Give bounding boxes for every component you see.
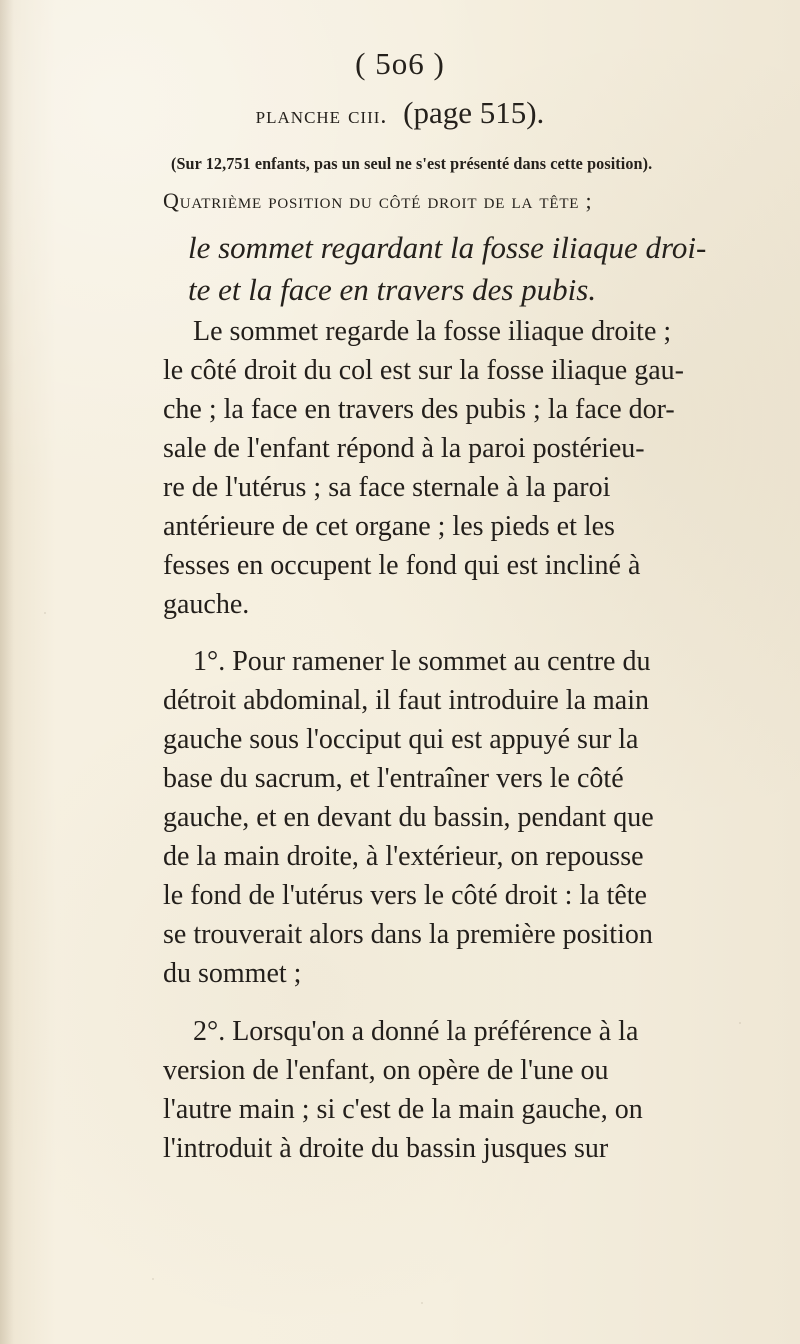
paragraph-line: le côté droit du col est sur la fosse iliaque gau- (163, 355, 684, 386)
paper-speck (152, 1278, 154, 1280)
paragraph-line-text: Le sommet regarde la fosse iliaque droite ; (193, 316, 672, 347)
paragraph-line: sale de l'enfant répond à la paroi postérieu- (163, 433, 645, 464)
subtitle-line: le sommet regardant la fosse iliaque droi- (188, 230, 707, 265)
paragraph-line: du sommet ; (163, 958, 302, 989)
page-number: ( 5o6 ) (355, 46, 445, 81)
paragraph-line-text: 2°. Lorsqu'on a donné la préférence à la (193, 1016, 639, 1047)
paragraph-line: fesses en occupent le fond qui est incliné à (163, 550, 641, 581)
paragraph-line: antérieure de cet organe ; les pieds et les (163, 511, 615, 542)
paragraph-line: le fond de l'utérus vers le côté droit : la tête (163, 880, 647, 911)
paragraph-line: se trouverait alors dans la première position (163, 919, 653, 950)
paragraph-line (163, 312, 708, 351)
paragraph-line: de la main droite, à l'extérieur, on repousse (163, 841, 644, 872)
subtitle-line: te et la face en travers des pubis. (188, 272, 597, 307)
paragraph-line (163, 642, 708, 681)
paragraph-line: gauche sous l'occiput qui est appuyé sur la (163, 724, 639, 755)
plate-heading (0, 97, 800, 128)
paragraph-1 (163, 312, 708, 624)
paragraph-line: détroit abdominal, il faut introduire la main (163, 685, 649, 716)
paragraph-line: gauche, et en devant du bassin, pendant que (163, 802, 654, 833)
page-edge-shadow (0, 0, 14, 1344)
paper-speck (421, 1302, 423, 1304)
plate-label: planche ciii. (255, 103, 388, 129)
paragraph-line-text: 1°. Pour ramener le sommet au centre du (193, 646, 651, 677)
paragraph-line: version de l'enfant, on opère de l'une ou (163, 1055, 609, 1086)
paragraph-line (163, 1012, 708, 1051)
paragraph-line: l'autre main ; si c'est de la main gauche, on (163, 1094, 643, 1125)
paragraph-2 (163, 642, 708, 993)
section-subtitle (188, 227, 718, 311)
paragraph-3 (163, 1012, 708, 1168)
paragraph-line: base du sacrum, et l'entraîner vers le côté (163, 763, 624, 794)
paragraph-line: re de l'utérus ; sa face sternale à la paroi (163, 472, 611, 503)
statistical-note: (Sur 12,751 enfants, pas un seul ne s'est présenté dans cette position). (171, 154, 653, 173)
paper-speck (44, 612, 46, 614)
paper-speck (739, 1022, 741, 1024)
paragraph-line: l'introduit à droite du bassin jusques sur (163, 1133, 609, 1164)
plate-page-reference: (page 515). (403, 95, 545, 130)
section-title: Quatrième position du côté droit de la tête ; (163, 188, 593, 213)
paragraph-line: gauche. (163, 589, 250, 620)
paragraph-line: che ; la face en travers des pubis ; la face dor- (163, 394, 675, 425)
